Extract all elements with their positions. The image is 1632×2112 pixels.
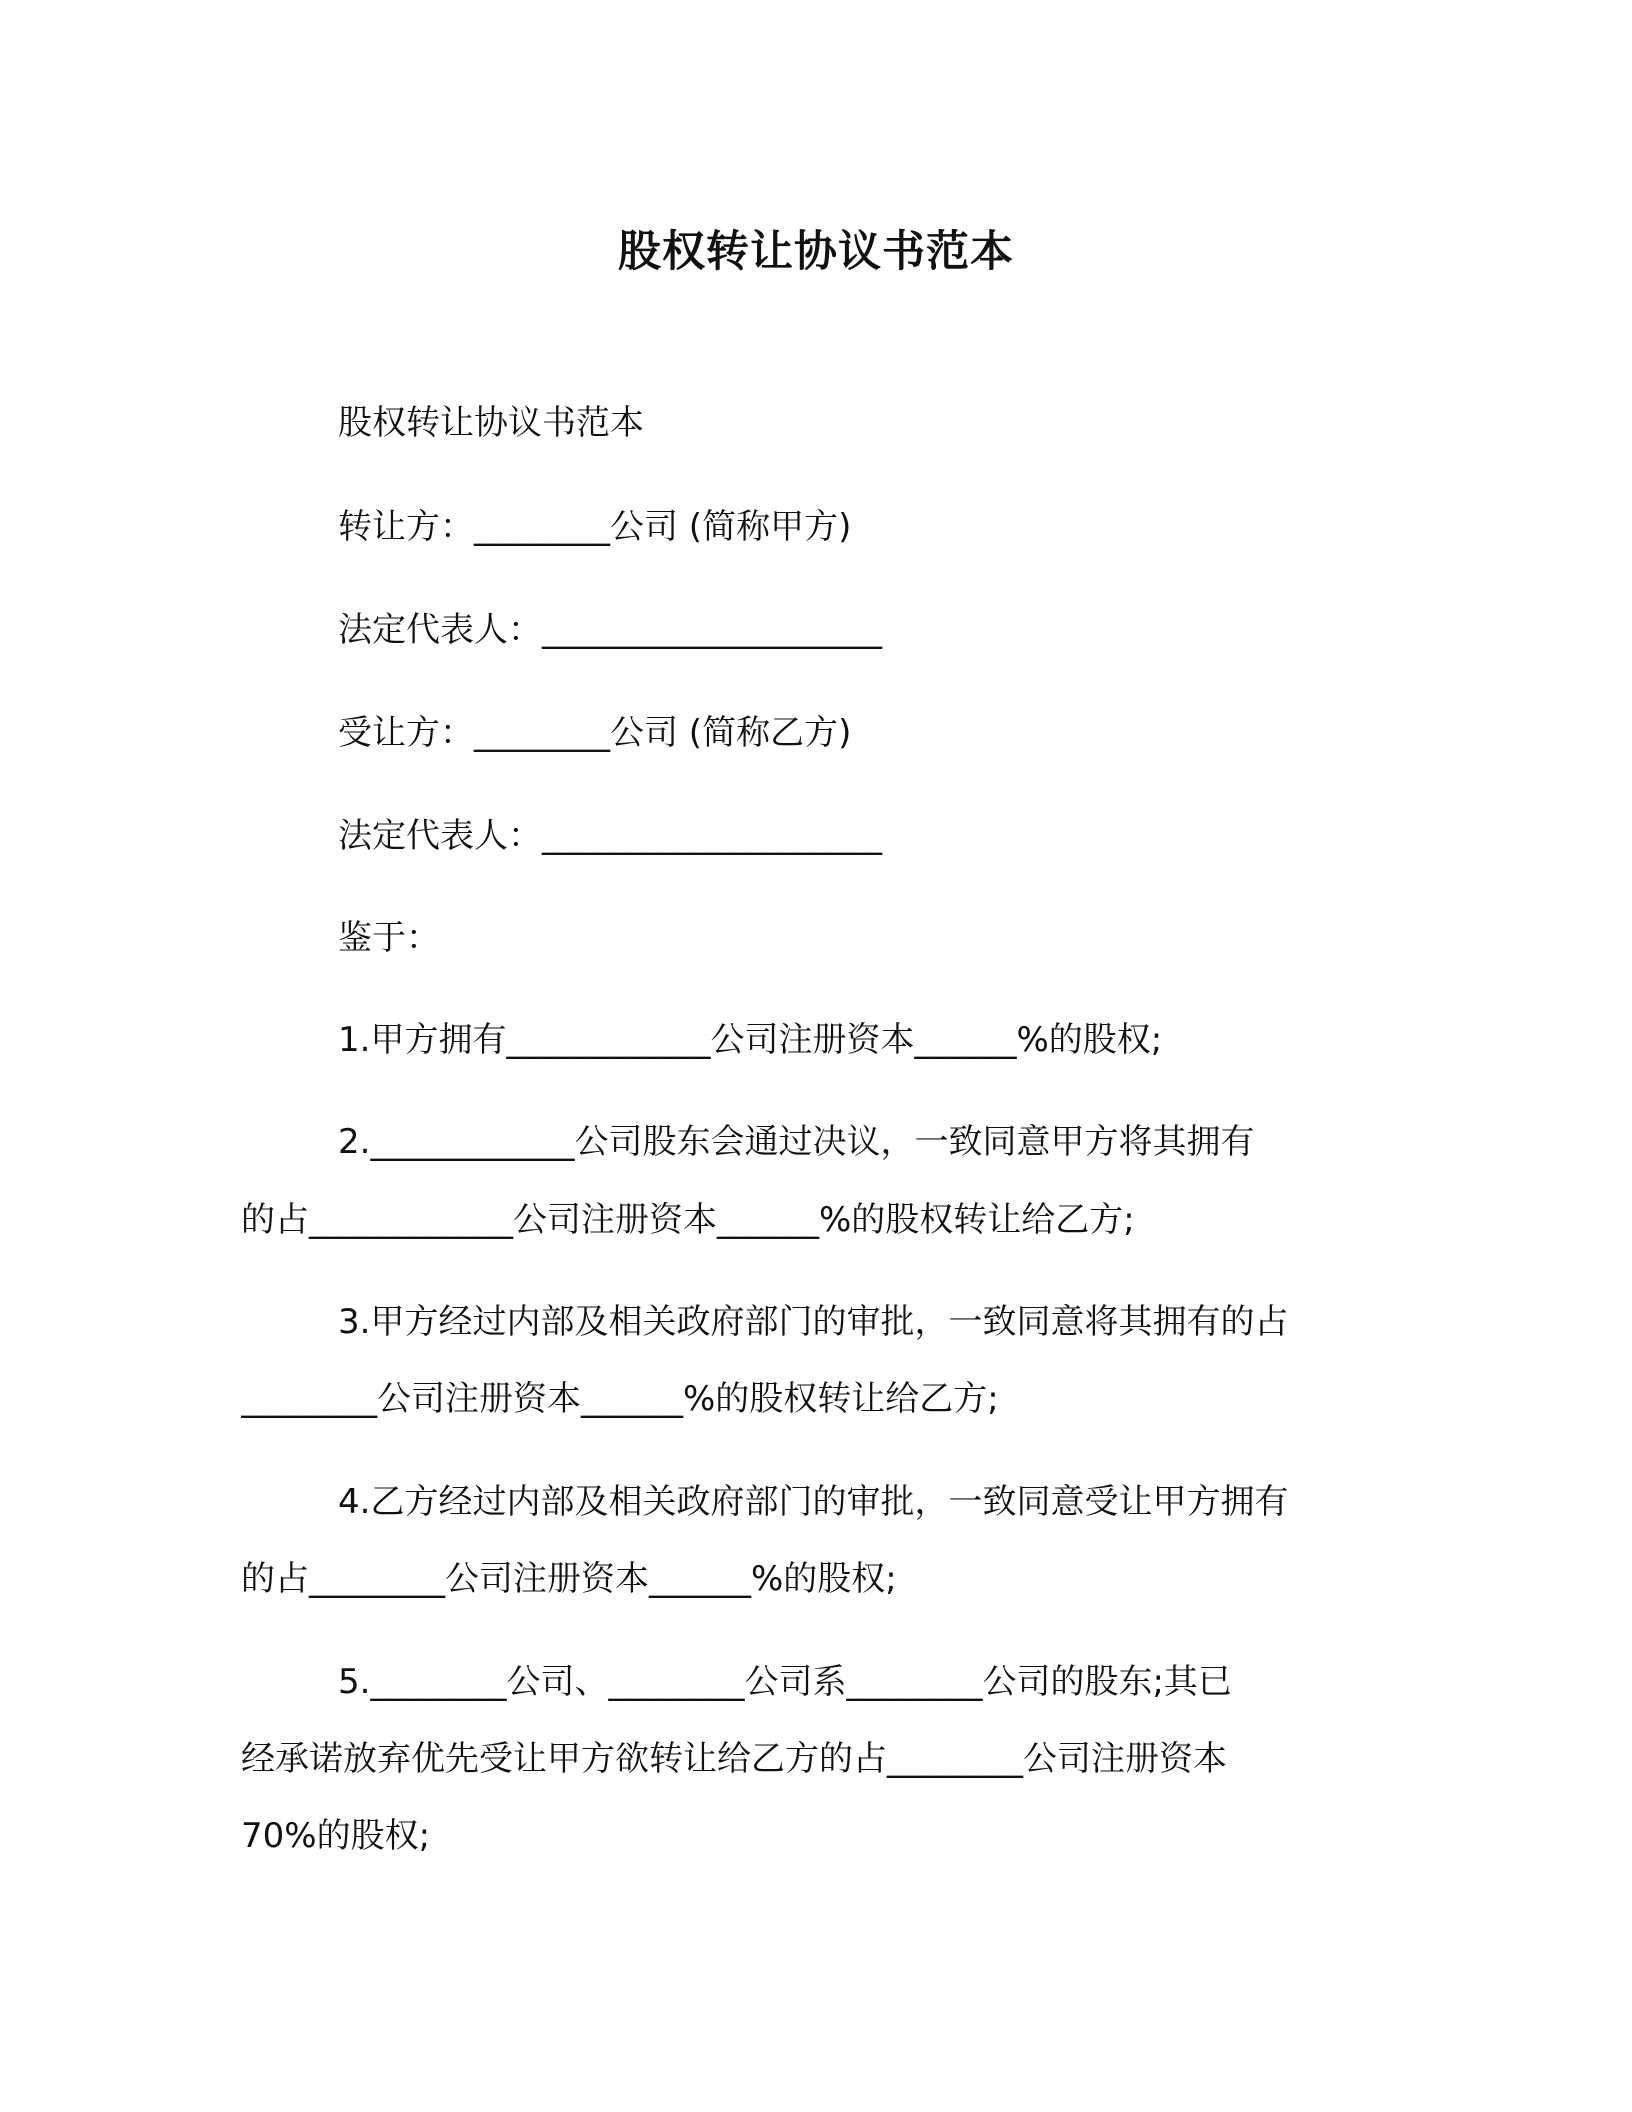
transferor-representative-line: 法定代表人：____________________ <box>338 610 882 650</box>
clause-5-line-2: 经承诺放弃优先受让甲方欲转让给乙方的占________公司注册资本 <box>241 1739 1227 1779</box>
clause-5-line-3: 70%的股权; <box>241 1816 431 1856</box>
clause-5-line-1: 5.________公司、________公司系________公司的股东;其已 <box>338 1662 1232 1702</box>
clause-3-line-1: 3.甲方经过内部及相关政府部门的审批，一致同意将其拥有的占 <box>338 1302 1289 1342</box>
clause-2-line-2: 的占____________公司注册资本______%的股权转让给乙方; <box>241 1200 1135 1240</box>
clause-1-line: 1.甲方拥有____________公司注册资本______%的股权; <box>338 1020 1163 1060</box>
document-title: 股权转让协议书范本 <box>618 227 1014 277</box>
transferee-representative-line: 法定代表人：____________________ <box>338 816 882 856</box>
transferor-line: 转让方：________公司 (简称甲方) <box>338 507 852 547</box>
whereas-line: 鉴于： <box>338 918 440 958</box>
subtitle-line: 股权转让协议书范本 <box>338 403 644 443</box>
clause-2-line-1: 2.____________公司股东会通过决议，一致同意甲方将其拥有 <box>338 1122 1255 1162</box>
transferee-line: 受让方：________公司 (简称乙方) <box>338 713 852 753</box>
clause-3-line-2: ________公司注册资本______%的股权转让给乙方; <box>241 1379 999 1419</box>
clause-4-line-1: 4.乙方经过内部及相关政府部门的审批，一致同意受让甲方拥有 <box>338 1482 1289 1522</box>
clause-4-line-2: 的占________公司注册资本______%的股权; <box>241 1559 897 1599</box>
